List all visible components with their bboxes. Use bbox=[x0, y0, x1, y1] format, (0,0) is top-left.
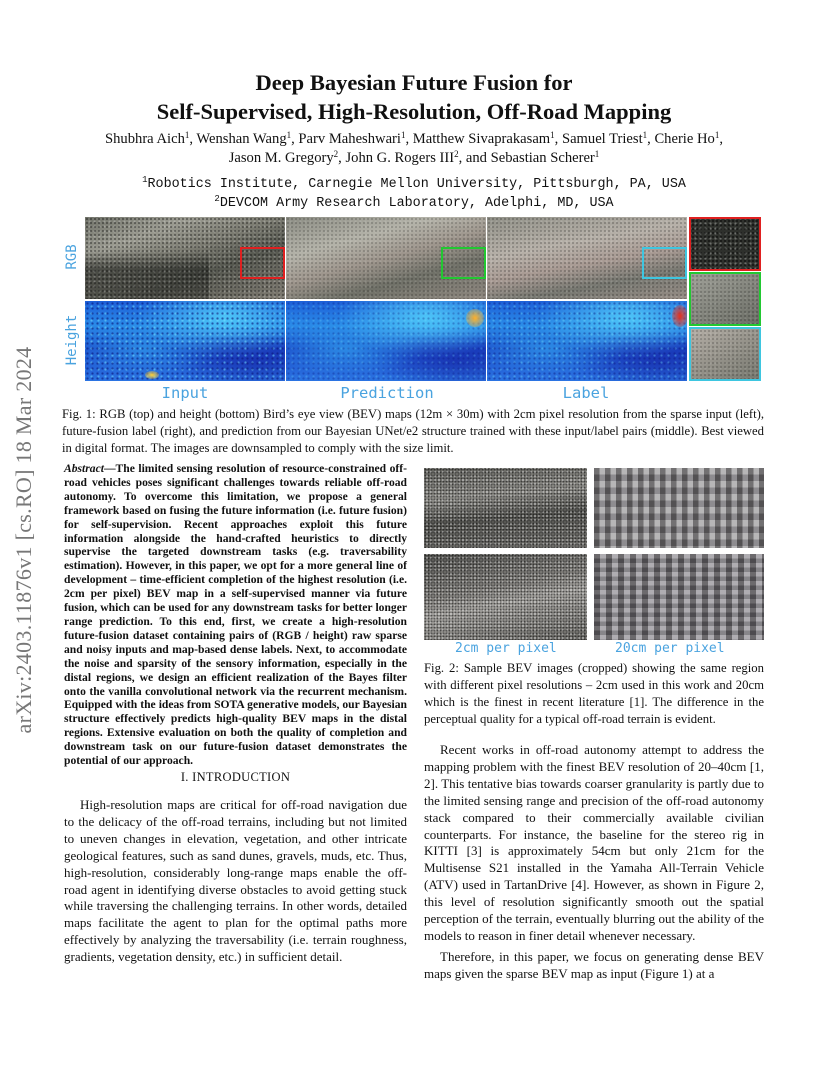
author-name: Samuel Triest bbox=[561, 131, 643, 147]
fig2-label-20cm: 20cm per pixel bbox=[615, 641, 725, 656]
authors-line-1 bbox=[60, 130, 768, 149]
red-crop bbox=[689, 217, 761, 271]
author-name: Sebastian Scherer bbox=[490, 150, 595, 166]
cyan-zoom-box bbox=[642, 247, 687, 279]
author-affiliation-marker: 1 bbox=[714, 130, 720, 140]
author-separator: , bbox=[291, 131, 299, 147]
author-separator: , bbox=[189, 131, 197, 147]
abstract-label: Abstract bbox=[64, 462, 104, 475]
author-separator: , bbox=[647, 131, 655, 147]
height-hotspot bbox=[145, 371, 159, 379]
affiliation-2 bbox=[60, 194, 768, 213]
author-name: Jason M. Gregory bbox=[228, 150, 334, 166]
affiliations bbox=[60, 175, 768, 213]
height-hotspot bbox=[466, 309, 484, 327]
arxiv-side-stamp bbox=[4, 280, 44, 800]
coarse-resolution-image-bottom bbox=[594, 554, 764, 640]
cyan-crop bbox=[689, 327, 761, 381]
rgb-input-image bbox=[85, 217, 285, 299]
author-separator: , bbox=[338, 150, 346, 166]
authors-line-2 bbox=[60, 149, 768, 168]
col-label-label: Label bbox=[562, 384, 610, 402]
figure-2 bbox=[424, 468, 764, 643]
figure-1-caption: Fig. 1: RGB (top) and height (bottom) Bird’s eye view (BEV) maps (12m × 30m) with 2cm pixel resolution from the sparse input (left), future-fusion label (right), and prediction from our Bayesian UNet/e2 structure trained with these input/label pairs (middle). Best viewed in digital format. The images are downsampled to comply with the size limit. bbox=[62, 407, 764, 455]
rgb-prediction-image bbox=[286, 217, 486, 299]
affiliation-2-marker: 2 bbox=[214, 194, 220, 204]
author-name: Wenshan Wang bbox=[196, 131, 287, 147]
author-affiliation-marker: 1 bbox=[550, 130, 555, 140]
author-separator: , bbox=[719, 131, 723, 147]
green-crop bbox=[689, 272, 761, 326]
author-affiliation-marker: 2 bbox=[454, 149, 459, 159]
affiliation-1-text: Robotics Institute, Carnegie Mellon University, Pittsburgh, PA, USA bbox=[147, 177, 686, 192]
author-affiliation-marker: 1 bbox=[400, 130, 406, 140]
rgb-label-image bbox=[487, 217, 687, 299]
figure-2-caption: Fig. 2: Sample BEV images (cropped) showing the same region with different pixel resolutions – 2cm used in this work and 20cm which is the finest in recent literature [1]. The difference in the perceptual quality for a typical off-road terrain is evident. bbox=[424, 661, 764, 726]
abstract-text: —The limited sensing resolution of resource-constrained off-road vehicles poses significant challenges towards reliable off-road autonomy. To overcome this limitation, we propose a general framework based on fusing the future information (i.e. future fusion) for self-supervision. Recent approaches exploit this future information alongside the hand-crafted heuristics to directly supervise the targeted downstream tasks (e.g. traversability estimation). However, in this paper, we opt for a more general line of development – time-efficient completion of the highest resolution (i.e. 2cm per pixel) BEV map in a self-supervised manner via future fusion, which can be used for any downstream tasks for better longer range prediction. To this end, first, we create a high-resolution future-fusion dataset containing pairs of (RGB / height) raw sparse and noisy inputs and map-based dense labels. Next, to accommodate the noise and sparsity of the sensory information, especially in the distal regions, we design an efficient realization of the Bayes filter onto the vanilla convolutional network via the recurrent mechanism. Equipped with the ideas from SOTA generative models, our Bayesian structure effectively predicts high-quality BEV maps in the distal regions. Extensive evaluation on both the quality of completion and downstream task on our future-fusion dataset demonstrates the potential of our approach. bbox=[64, 462, 407, 768]
fig2-label-2cm: 2cm per pixel bbox=[455, 641, 557, 656]
row-label-height: Height bbox=[64, 314, 80, 366]
green-zoom-box bbox=[441, 247, 486, 279]
title-line-1: Deep Bayesian Future Fusion for bbox=[255, 70, 573, 95]
author-name: Cherie Ho bbox=[654, 131, 715, 147]
introduction-paragraph-3: Therefore, in this paper, we focus on generating dense BEV maps given the sparse BEV map as input (Figure 1) at a bbox=[424, 948, 764, 981]
affiliation-1-marker: 1 bbox=[142, 175, 148, 185]
coarse-resolution-image-top bbox=[594, 468, 764, 548]
introduction-paragraph-2: Recent works in off-road autonomy attempt to address the mapping problem with the finest BEV resolution of 20–40cm [1, 2]. This tentative bias towards coarser granularity is partly due to the limited sensing range and precision of the off-road autonomy stack compared to their commercially available civilian counterparts. For instance, the baseline for the stereo rig in KITTI [3] is approximately 54cm but only 21cm for the Multisense S21 installed in the Yamaha All-Terrain Vehicle (ATV) used in TartanDrive [4]. However, as shown in Figure 2, this level of resolution significantly smooth out the spatial perception of the terrain, eventually blurring out the ability of the models to reason in finer detail whenever necessary. bbox=[424, 742, 764, 943]
fine-resolution-image-top bbox=[424, 468, 587, 548]
author-affiliation-marker: 1 bbox=[286, 130, 292, 140]
author-list bbox=[60, 130, 768, 168]
author-affiliation-marker: 1 bbox=[184, 130, 190, 140]
height-hotspot bbox=[672, 305, 687, 327]
author-name: Shubhra Aich bbox=[105, 131, 185, 147]
height-input-map bbox=[85, 301, 285, 381]
col-label-input: Input bbox=[161, 384, 209, 402]
abstract bbox=[64, 462, 407, 768]
figure-1 bbox=[62, 215, 764, 405]
col-label-prediction: Prediction bbox=[340, 384, 434, 402]
author-name: Parv Maheshwari bbox=[298, 131, 401, 147]
affiliation-2-text: DEVCOM Army Research Laboratory, Adelphi, MD, USA bbox=[219, 196, 614, 211]
author-affiliation-marker: 2 bbox=[333, 149, 339, 159]
title-line-2: Self-Supervised, High-Resolution, Off-Road Mapping bbox=[156, 99, 672, 124]
author-separator: , bbox=[554, 131, 562, 147]
row-label-rgb: RGB bbox=[64, 244, 80, 270]
introduction-paragraph-1: High-resolution maps are critical for off-road navigation due to the delicacy of the off-road terrains, including but not limited to uneven changes in elevation, vegetation, and other intricate geological features, such as sand dunes, gravels, muds, etc. Thus, high-resolution, considerably long-range maps enable the off-road agent in identifying diverse obstacles to avoid getting stuck while traversing the challenging terrains. In other words, detailed maps facilitate the agent to plan for the optimal paths more effectively by analyzing the traversability (i.e. terrain roughness, gradients, vegetation density, etc.) in sufficient detail. bbox=[64, 797, 407, 965]
height-label-map bbox=[487, 301, 687, 381]
author-name: John G. Rogers III bbox=[345, 150, 455, 166]
author-name: Matthew Sivaprakasam bbox=[412, 131, 551, 147]
introduction-right-column bbox=[424, 742, 764, 987]
author-affiliation-marker: 1 bbox=[642, 130, 648, 140]
height-prediction-map bbox=[286, 301, 486, 381]
affiliation-1 bbox=[60, 175, 768, 194]
author-separator: , bbox=[405, 131, 413, 147]
author-affiliation-marker: 1 bbox=[594, 149, 600, 159]
red-zoom-box bbox=[240, 247, 285, 279]
paper-title bbox=[60, 68, 768, 126]
section-heading-introduction: I. INTRODUCTION bbox=[180, 770, 291, 784]
author-separator: , and bbox=[458, 150, 491, 166]
arxiv-identifier: arXiv:2403.11876v1 [cs.RO] 18 Mar 2024 bbox=[11, 346, 36, 734]
fine-resolution-image-bottom bbox=[424, 554, 587, 640]
